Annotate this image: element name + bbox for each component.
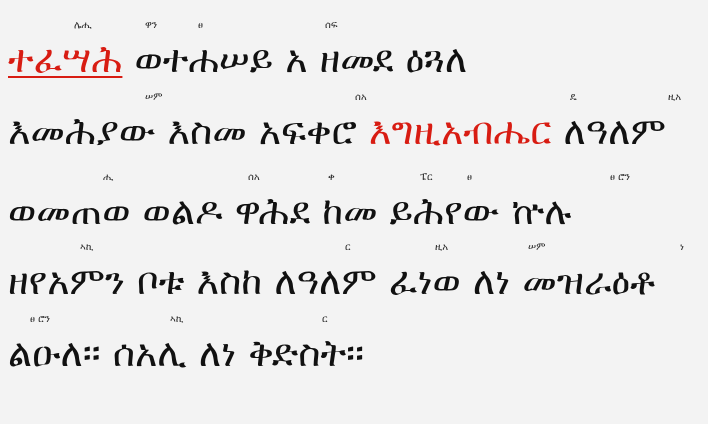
verse-segment: እመሕያው እስመ አፍቀሮ [8, 110, 369, 152]
notation-row-4 [0, 242, 708, 262]
notation-mark: ፔር [420, 172, 433, 183]
verse-text-2 [8, 110, 703, 152]
notation-mark: ዴ [570, 92, 577, 103]
notation-row-2 [0, 92, 708, 112]
notation-row-3 [0, 172, 708, 192]
notation-mark: ር [322, 314, 328, 325]
verse-segment: ልዑለ፡፡ ሰአሊ ለነ ቅድስት፡፡ [8, 332, 365, 374]
notation-row-1 [0, 20, 708, 40]
verse-segment-highlight: እግዚአብሔር [368, 110, 552, 152]
verse-segment: ወመጠወ ወልዶ ዋሕደ ከመ ይሕየው ኵሉ [8, 190, 572, 232]
notation-mark: ዚአ [435, 242, 449, 253]
notation-mark: ሠም [145, 92, 163, 103]
notation-mark: ሌሒ [74, 20, 92, 31]
chant-line-5 [0, 314, 708, 384]
verse-segment: ወተሐሠይ አ ዘመደ ዕጓለ [122, 38, 468, 80]
notation-mark: ሰአ [355, 92, 367, 103]
notation-mark: ር [345, 242, 351, 253]
verse-segment: ዘየአምን ቦቱ እስከ ለዓለም ፈነወ ለነ መዝራዕቶ [8, 260, 656, 302]
verse-segment-highlight: ተፈሣሕ [8, 38, 123, 80]
notation-mark: ዚአ [668, 92, 682, 103]
notation-mark: ነ [680, 242, 684, 253]
notation-mark: ፀ ሮን [610, 172, 631, 183]
notation-mark: ሰፍ [325, 20, 338, 31]
notation-mark: ሠም [528, 242, 546, 253]
chant-line-2 [0, 92, 708, 162]
notation-mark: ሰአ [248, 172, 260, 183]
chant-line-1 [0, 20, 708, 90]
notation-mark: ፀ [198, 20, 203, 31]
verse-segment: ለዓለም [551, 110, 666, 152]
verse-text-5 [8, 332, 703, 374]
notation-mark: ፀ ሮን [30, 314, 51, 325]
verse-text-1 [8, 38, 703, 80]
verse-text-4 [8, 260, 703, 302]
chant-line-4 [0, 242, 708, 312]
notation-mark: ፀ [467, 172, 472, 183]
notation-mark: ኣኪ [80, 242, 94, 253]
notation-mark: ሒ [103, 172, 114, 183]
notation-mark: ቀ [328, 172, 335, 183]
verse-text-3 [8, 190, 703, 232]
notation-row-5 [0, 314, 708, 334]
chant-line-3 [0, 172, 708, 242]
notation-mark: ኣኪ [170, 314, 184, 325]
notation-mark: ዋን [145, 20, 158, 31]
